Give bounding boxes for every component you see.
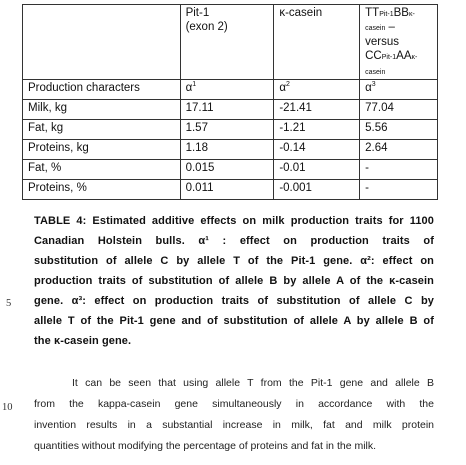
value-cell: 0.015 [180, 159, 274, 179]
value-cell: 17.11 [180, 99, 274, 119]
line-number-5: 5 [6, 298, 12, 309]
value-cell: -1.21 [274, 119, 360, 139]
value-cell: -0.14 [274, 139, 360, 159]
header-pit1: Pit-1 (exon 2) [180, 5, 274, 80]
value-cell: - [360, 159, 438, 179]
row-label: Fat, kg [23, 119, 181, 139]
caption-line: allele T of the Pit-1 gene and of substitution of allele A by allele B of [34, 315, 434, 327]
row-label: Milk, kg [23, 99, 181, 119]
value-cell: -0.001 [274, 179, 360, 199]
paragraph-line: quantities without modifying the percentage of proteins and fat in the milk. [34, 440, 377, 452]
paragraph-line: invention results in a substantial increase in milk, fat and milk protein [34, 419, 434, 431]
line-number-10: 10 [2, 402, 13, 413]
paragraph-line: from the kappa-casein gene simultaneously in accordance with the [34, 398, 434, 410]
caption-line: substitution of allele C by allele T of the Pit-1 gene. α²: effect on [34, 255, 434, 267]
alpha1-cell: $\alpha^1$ [180, 79, 274, 99]
value-cell: -21.41 [274, 99, 360, 119]
value-cell: - [360, 179, 438, 199]
header-kappa-casein: κ-casein [274, 5, 360, 80]
value-cell: 77.04 [360, 99, 438, 119]
value-cell: 1.18 [180, 139, 274, 159]
caption-line: production traits of substitution of allele B by allele A of the κ-casein [34, 275, 434, 287]
row-label: Proteins, % [23, 179, 181, 199]
row-label: Production characters [23, 79, 181, 99]
caption-line: gene. α³: effect on production traits of substitution of allele C by [34, 295, 434, 307]
effects-table [22, 4, 438, 200]
value-cell: 5.56 [360, 119, 438, 139]
alpha2-cell: $\alpha^2$ [274, 79, 360, 99]
row-label: Fat, % [23, 159, 181, 179]
caption-line: Canadian Holstein bulls. α¹ : effect on production traits of [34, 235, 434, 247]
table-caption [34, 211, 434, 351]
table-row [23, 79, 438, 99]
body-paragraph [34, 373, 434, 457]
row-label: Proteins, kg [23, 139, 181, 159]
table-row [23, 139, 438, 159]
table-row [23, 159, 438, 179]
table-header-row [23, 5, 438, 80]
paragraph-line: It can be seen that using allele T from the Pit-1 gene and allele B [72, 377, 434, 389]
value-cell: -0.01 [274, 159, 360, 179]
table-row [23, 179, 438, 199]
caption-line: TABLE 4: Estimated additive effects on milk production traits for 1100 [34, 215, 434, 227]
value-cell: 2.64 [360, 139, 438, 159]
header-empty-cell [23, 5, 181, 80]
table-row [23, 119, 438, 139]
table-row [23, 99, 438, 119]
alpha3-cell: $\alpha^3$ [360, 79, 438, 99]
value-cell: 1.57 [180, 119, 274, 139]
value-cell: 0.011 [180, 179, 274, 199]
header-genotype-comparison: TTPit-1BBκ-casein – versus CCPit-1AAκ-casein [360, 5, 438, 80]
caption-line: the κ-casein gene. [34, 335, 132, 347]
